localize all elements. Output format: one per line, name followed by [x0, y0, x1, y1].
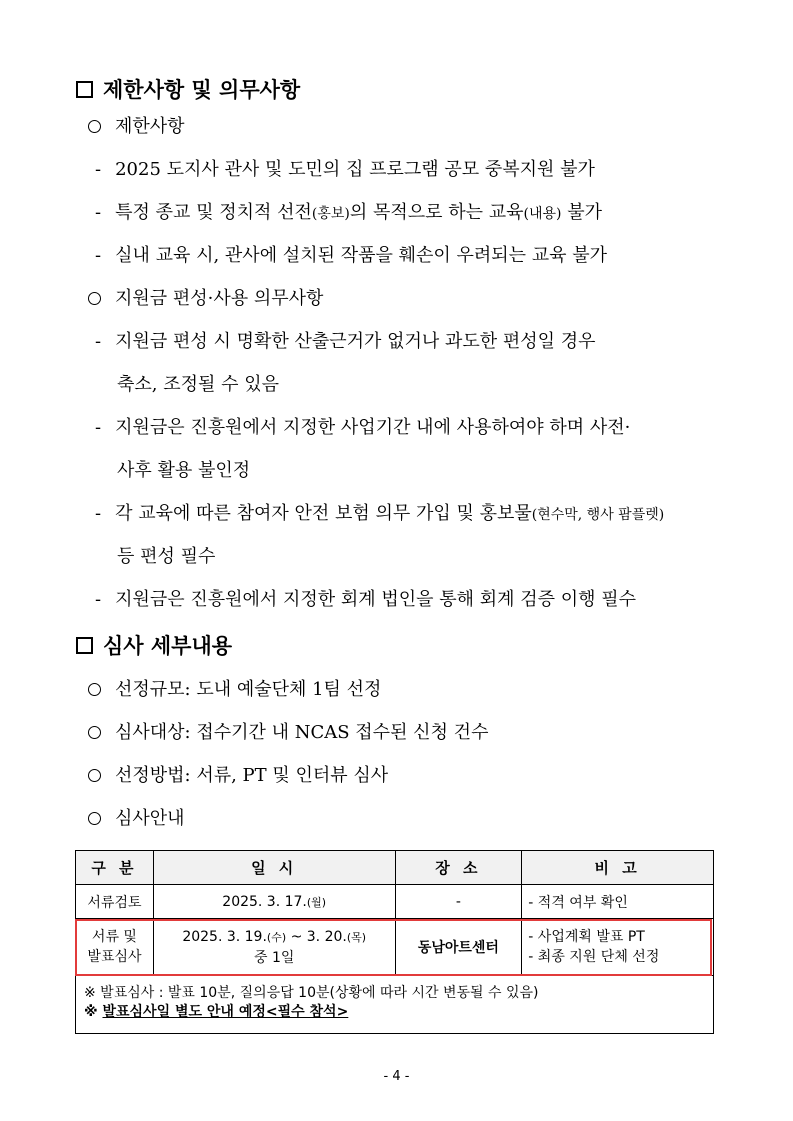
column-header: 일 시 [153, 851, 395, 885]
review-target: 심사대상: 접수기간 내 NCAS 접수된 신청 건수 [88, 720, 488, 746]
circle-bullet-icon [88, 120, 101, 133]
category-cell: 서류검토 [76, 885, 154, 919]
table-row-highlighted [76, 919, 714, 976]
category-cell: 서류 및 발표심사 [76, 919, 154, 976]
place-cell: - [395, 885, 522, 919]
obligation-item: - 지원금 편성 시 명확한 산출근거가 없거나 과도한 편성일 경우 [95, 331, 596, 352]
checkbox-square-icon [76, 637, 93, 654]
review-guide: 심사안내 [88, 806, 185, 832]
review-scale: 선정규모: 도내 예술단체 1팀 선정 [88, 677, 381, 703]
checkbox-square-icon [76, 81, 93, 98]
circle-bullet-icon [88, 292, 101, 305]
restriction-item: - 2025 도지사 관사 및 도민의 집 프로그램 공모 중복지원 불가 [95, 159, 595, 180]
circle-bullet-icon [88, 769, 101, 782]
note-cell: - 적격 여부 확인 [522, 885, 714, 919]
circle-bullet-icon [88, 812, 101, 825]
circle-bullet-icon [88, 683, 101, 696]
section-title: 제한사항 및 의무사항 [103, 78, 301, 102]
note-line-important: ※ 발표심사일 별도 안내 예정<필수 참석> [84, 1004, 349, 1020]
column-header: 비 고 [522, 851, 714, 885]
obligation-item-continuation: 축소, 조정될 수 있음 [117, 374, 279, 395]
page-number: - 4 - [383, 1069, 410, 1084]
date-cell: 2025. 3. 19.(수) ~ 3. 20.(목) 중 1일 [153, 919, 395, 976]
obligation-item: - 각 교육에 따른 참여자 안전 보험 의무 가입 및 홍보물(현수막, 행사 팜플렛) [95, 503, 665, 524]
restriction-item: - 실내 교육 시, 관사에 설치된 작품을 훼손이 우려되는 교육 불가 [95, 245, 608, 266]
section-heading-review [76, 630, 232, 660]
date-cell: 2025. 3. 17.(월) [153, 885, 395, 919]
section-heading-restrictions [76, 74, 300, 104]
note-line: ※ 발표심사 : 발표 10분, 질의응답 10분(상황에 따라 시간 변동될 수 있음) [84, 985, 539, 1001]
table-row [76, 885, 714, 919]
review-schedule-table [75, 850, 714, 976]
column-header: 구 분 [76, 851, 154, 885]
obligation-item-continuation: 사후 활용 불인정 [117, 460, 251, 481]
note-cell: - 사업계획 발표 PT - 최종 지원 단체 선정 [522, 919, 714, 976]
restriction-item: - 특정 종교 및 정치적 선전(홍보)의 목적으로 하는 교육(내용) 불가 [95, 202, 602, 223]
restrictions-heading: 제한사항 [88, 114, 185, 140]
obligation-item: - 지원금은 진흥원에서 지정한 회계 법인을 통해 회계 검증 이행 필수 [95, 589, 637, 610]
table-header-row [76, 851, 714, 885]
section-title: 심사 세부내용 [103, 634, 233, 658]
obligations-heading: 지원금 편성·사용 의무사항 [88, 286, 323, 312]
obligation-item-continuation: 등 편성 필수 [117, 546, 216, 567]
table-notes [75, 976, 714, 1034]
obligation-item: - 지원금은 진흥원에서 지정한 사업기간 내에 사용하여야 하며 사전· [95, 417, 631, 438]
review-method: 선정방법: 서류, PT 및 인터뷰 심사 [88, 763, 388, 789]
column-header: 장 소 [395, 851, 522, 885]
place-cell: 동남아트센터 [395, 919, 522, 976]
circle-bullet-icon [88, 726, 101, 739]
